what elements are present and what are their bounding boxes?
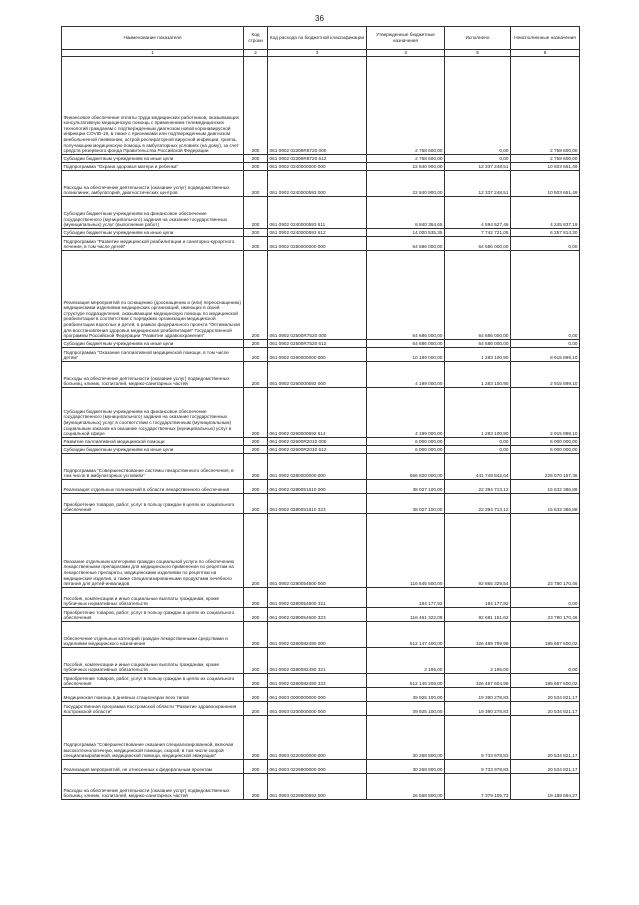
row-approved-cell: 64 686 000,00 bbox=[367, 237, 445, 251]
table-row bbox=[62, 171, 580, 197]
row-classification-cell: 061 0902 0240000593 612 bbox=[268, 229, 367, 237]
row-classification-cell: 061 0902 0280000000 000 bbox=[268, 454, 367, 480]
row-unexecuted-cell: 6 257 814,30 bbox=[511, 229, 580, 237]
row-unexecuted-cell: 185 657 600,02 bbox=[511, 622, 580, 648]
row-classification-cell: 061 0902 0260000592 614 bbox=[268, 388, 367, 438]
row-name-cell: Субсидии бюджетным учреждениям на иные цели bbox=[62, 229, 244, 237]
row-approved-cell: 4 199 000,00 bbox=[367, 362, 445, 388]
row-approved-cell: 6 000 000,00 bbox=[367, 446, 445, 454]
row-executed-cell: 19 390 278,83 bbox=[445, 688, 511, 702]
column-number-row bbox=[62, 50, 580, 57]
row-line-code-cell: 200 bbox=[244, 494, 268, 514]
row-unexecuted-cell: 0,00 bbox=[511, 251, 580, 340]
row-approved-cell: 116 645 500,00 bbox=[367, 514, 445, 588]
row-executed-cell: 19 390 278,83 bbox=[445, 702, 511, 716]
row-line-code-cell: 200 bbox=[244, 251, 268, 340]
row-unexecuted-cell: 8 915 899,10 bbox=[511, 348, 580, 362]
row-line-code-cell: 200 bbox=[244, 514, 268, 588]
table-row bbox=[62, 648, 580, 674]
row-unexecuted-cell: 6 000 000,00 bbox=[511, 438, 580, 446]
table-row bbox=[62, 774, 580, 800]
row-line-code-cell: 200 bbox=[244, 229, 268, 237]
row-classification-cell: 061 0903 0229900592 000 bbox=[268, 774, 367, 800]
column-number: 4 bbox=[367, 50, 445, 57]
row-line-code-cell: 200 bbox=[244, 438, 268, 446]
table-row bbox=[62, 438, 580, 446]
row-classification-cell: 061 0903 0229900000 000 bbox=[268, 760, 367, 774]
row-name-cell: Финансовое обеспечение оплаты труда медицинских работников, оказывающих консультативную медицинскую помощь с применением телемедицинских технологий гражданам с подтвержденным диагнозом новой коронавирусной инфекции COVID-19, в также с признаками или подтвержденным диагнозом внебольничной пневмонии, острой респираторной вирусной инфекции, гриппа, получающим медицинскую помощь в амбулаторных условиях (на дому), за счет средств резервного фонда Правительства Российской Федерации bbox=[62, 57, 244, 155]
row-name-cell: Субсидии бюджетным учреждениям на иные цели bbox=[62, 446, 244, 454]
row-executed-cell: 326 487 604,98 bbox=[445, 674, 511, 688]
row-classification-cell: 061 0902 0280054600 323 bbox=[268, 608, 367, 622]
row-name-cell: Медицинская помощь в дневных стационарах всех типов bbox=[62, 688, 244, 702]
row-executed-cell: 64 686 000,00 bbox=[445, 237, 511, 251]
row-classification-cell: 061 0902 02209R8720 000 bbox=[268, 57, 367, 155]
row-classification-cell: 061 0902 0260000592 000 bbox=[268, 362, 367, 388]
row-executed-cell: 92 865 329,54 bbox=[445, 514, 511, 588]
page-number: 36 bbox=[315, 14, 324, 23]
row-approved-cell: 22 840 900,00 bbox=[367, 171, 445, 197]
row-name-cell: Подпрограмма "Охрана здоровья матери и ребенка" bbox=[62, 163, 244, 171]
row-executed-cell: 22 394 713,12 bbox=[445, 480, 511, 494]
table-row bbox=[62, 229, 580, 237]
row-line-code-cell: 200 bbox=[244, 716, 268, 760]
row-unexecuted-cell: 23 780 170,46 bbox=[511, 608, 580, 622]
table-row bbox=[62, 514, 580, 588]
row-executed-cell: 2 195,00 bbox=[445, 648, 511, 674]
row-name-cell: Субсидии бюджетным учреждениям на финансовое обеспечение государственного (муниципального) задания на оказание государственных (муниципальных) услуг в соответствии с государственным (муниципальным) социальным заказом на оказание государственных (муниципальных) услуг в социальной сфере bbox=[62, 388, 244, 438]
row-approved-cell: 38 027 100,00 bbox=[367, 480, 445, 494]
row-name-cell: Оказание отдельным категориям граждан социальной услуги по обеспечению лекарственными препаратами для медицинского применения по рецептам на лекарственные препараты, медицинскими изделиями по рецептам на медицинские изделия, а также специализированными продуктами лечебного питания для детей-инвалидов bbox=[62, 514, 244, 588]
row-executed-cell: 1 283 100,90 bbox=[445, 362, 511, 388]
row-classification-cell: 061 0902 02500R7520 000 bbox=[268, 251, 367, 340]
row-name-cell: Пособия, компенсации и иные социальные выплаты гражданам, кроме публичных нормативных обязательств bbox=[62, 588, 244, 608]
row-executed-cell: 9 733 978,83 bbox=[445, 716, 511, 760]
row-approved-cell: 512 147 400,00 bbox=[367, 622, 445, 648]
row-unexecuted-cell: 185 657 600,02 bbox=[511, 674, 580, 688]
row-approved-cell: 2 195,00 bbox=[367, 648, 445, 674]
row-line-code-cell: 200 bbox=[244, 340, 268, 348]
row-unexecuted-cell: 19 189 694,27 bbox=[511, 774, 580, 800]
row-approved-cell: 30 268 800,00 bbox=[367, 760, 445, 774]
row-name-cell: Приобретение товаров, работ, услуг в пользу граждан в целях их социального обеспечения bbox=[62, 494, 244, 514]
table-row bbox=[62, 57, 580, 155]
row-line-code-cell: 200 bbox=[244, 155, 268, 163]
row-name-cell: Расходы на обеспечение деятельности (оказание услуг) подведомственных больниц, клиник, госпиталей, медико-санитарных частей bbox=[62, 362, 244, 388]
row-line-code-cell: 200 bbox=[244, 648, 268, 674]
row-approved-cell: 30 268 800,00 bbox=[367, 716, 445, 760]
row-unexecuted-cell: 20 534 821,17 bbox=[511, 688, 580, 702]
row-classification-cell: 061 0902 02600R2010 000 bbox=[268, 438, 367, 446]
row-executed-cell: 12 337 248,51 bbox=[445, 163, 511, 171]
table-row bbox=[62, 622, 580, 648]
row-approved-cell: 116 461 322,08 bbox=[367, 608, 445, 622]
row-classification-cell: 061 0902 0280054600 321 bbox=[268, 588, 367, 608]
row-unexecuted-cell: 15 632 386,88 bbox=[511, 494, 580, 514]
row-name-cell: Подпрограмма "Совершенствование системы лекарственного обеспечения, в том числе в амбулаторных условиях" bbox=[62, 454, 244, 480]
row-approved-cell: 666 820 000,00 bbox=[367, 454, 445, 480]
row-classification-cell: 061 0902 02600R2010 612 bbox=[268, 446, 367, 454]
row-classification-cell: 061 0902 0260000000 000 bbox=[268, 348, 367, 362]
row-name-cell: Подпрограмма "Развитие медицинской реабилитации и санаторно-курортного лечения, в том числе детей" bbox=[62, 237, 244, 251]
row-line-code-cell: 200 bbox=[244, 454, 268, 480]
row-classification-cell: 061 0903 0220000000 000 bbox=[268, 716, 367, 760]
row-executed-cell: 0,00 bbox=[445, 438, 511, 446]
column-number: 3 bbox=[268, 50, 367, 57]
row-name-cell: Подпрограмма "Совершенствование оказания специализированной, включая высокотехнологичную, медицинской помощи, скорой, в том числе скорой специализированной, медицинской помощи, медицинской эвакуации" bbox=[62, 716, 244, 760]
row-executed-cell: 1 283 100,90 bbox=[445, 348, 511, 362]
row-name-cell: Реализация отдельных полномочий в области лекарственного обеспечения bbox=[62, 480, 244, 494]
table-row bbox=[62, 588, 580, 608]
table-row bbox=[62, 480, 580, 494]
row-executed-cell: 326 489 799,98 bbox=[445, 622, 511, 648]
row-unexecuted-cell: 20 534 821,17 bbox=[511, 716, 580, 760]
row-unexecuted-cell: 20 534 821,17 bbox=[511, 702, 580, 716]
row-executed-cell: 184 177,92 bbox=[445, 588, 511, 608]
table-row bbox=[62, 362, 580, 388]
column-number: 2 bbox=[244, 50, 268, 57]
row-approved-cell: 64 686 000,00 bbox=[367, 251, 445, 340]
row-executed-cell: 1 283 100,90 bbox=[445, 388, 511, 438]
row-executed-cell: 64 686 000,00 bbox=[445, 251, 511, 340]
row-approved-cell: 14 000 535,35 bbox=[367, 229, 445, 237]
row-line-code-cell: 200 bbox=[244, 57, 268, 155]
table-row bbox=[62, 251, 580, 340]
row-line-code-cell: 200 bbox=[244, 674, 268, 688]
header-classification: Код расхода по бюджетной классификации bbox=[268, 27, 367, 50]
row-line-code-cell: 200 bbox=[244, 774, 268, 800]
row-line-code-cell: 200 bbox=[244, 362, 268, 388]
row-executed-cell: 0,00 bbox=[445, 446, 511, 454]
table-row bbox=[62, 155, 580, 163]
row-approved-cell: 22 840 900,00 bbox=[367, 163, 445, 171]
row-unexecuted-cell: 10 503 651,49 bbox=[511, 163, 580, 171]
row-line-code-cell: 200 bbox=[244, 688, 268, 702]
column-number: 1 bbox=[62, 50, 244, 57]
row-approved-cell: 10 199 000,00 bbox=[367, 348, 445, 362]
row-approved-cell: 39 925 100,00 bbox=[367, 688, 445, 702]
row-executed-cell: 92 681 151,62 bbox=[445, 608, 511, 622]
row-name-cell: Расходы на обеспечение деятельности (оказание услуг) подведомственных больниц, клиник, госпиталей, медико-санитарных частей bbox=[62, 774, 244, 800]
row-line-code-cell: 200 bbox=[244, 608, 268, 622]
table-row bbox=[62, 716, 580, 760]
row-unexecuted-cell: 23 780 170,46 bbox=[511, 514, 580, 588]
row-classification-cell: 061 0902 0280054600 000 bbox=[268, 514, 367, 588]
row-executed-cell: 4 594 527,46 bbox=[445, 197, 511, 229]
row-name-cell: Субсидии бюджетным учреждениям на иные цели bbox=[62, 340, 244, 348]
row-approved-cell: 2 758 600,00 bbox=[367, 57, 445, 155]
row-approved-cell: 39 925 100,00 bbox=[367, 702, 445, 716]
row-executed-cell: 22 394 713,12 bbox=[445, 494, 511, 514]
row-executed-cell: 7 742 721,05 bbox=[445, 229, 511, 237]
header-approved: Утвержденные бюджетные назначения bbox=[367, 27, 445, 50]
header-name: Наименование показателя bbox=[62, 27, 244, 50]
row-unexecuted-cell: 4 245 837,19 bbox=[511, 197, 580, 229]
row-name-cell: Государственная программа Костромской области "Развитие здравоохранения Костромской области" bbox=[62, 702, 244, 716]
row-executed-cell: 441 749 842,64 bbox=[445, 454, 511, 480]
table-row bbox=[62, 348, 580, 362]
row-unexecuted-cell: 2 915 899,10 bbox=[511, 362, 580, 388]
row-executed-cell: 7 379 105,73 bbox=[445, 774, 511, 800]
row-classification-cell: 061 0902 02500R7520 612 bbox=[268, 340, 367, 348]
row-name-cell: Реализация мероприятий, не отнесенных к федеральным проектам bbox=[62, 760, 244, 774]
row-line-code-cell: 200 bbox=[244, 237, 268, 251]
table-row bbox=[62, 702, 580, 716]
table-row bbox=[62, 197, 580, 229]
row-line-code-cell: 200 bbox=[244, 388, 268, 438]
row-name-cell: Реализация мероприятий по оснащению (дооснащению и (или) переоснащению) медицинскими изделиями медицинских организаций, имеющих в своей структуре подразделения, оказывающие медицинскую помощь по медицинской реабилитации в соответствии с порядками организации медицинской реабилитации взрослых и детей, в рамках федерального проекта "Оптимальная для восстановления здоровья медицинская реабилитация" Государственной программы Российской Федерации "Развитие здравоохранения" bbox=[62, 251, 244, 340]
row-line-code-cell: 200 bbox=[244, 622, 268, 648]
row-approved-cell: 6 000 000,00 bbox=[367, 438, 445, 446]
row-unexecuted-cell: 2 758 600,00 bbox=[511, 155, 580, 163]
row-executed-cell: 0,00 bbox=[445, 155, 511, 163]
row-name-cell: Приобретение товаров, работ, услуг в пользу граждан в целях их социального обеспечения bbox=[62, 608, 244, 622]
row-approved-cell: 8 840 364,65 bbox=[367, 197, 445, 229]
row-classification-cell: 061 0903 0000000000 000 bbox=[268, 688, 367, 702]
row-executed-cell: 9 733 978,83 bbox=[445, 760, 511, 774]
row-name-cell: Пособия, компенсации и иные социальные выплаты гражданам, кроме публичных нормативных обязательств bbox=[62, 648, 244, 674]
table-row bbox=[62, 163, 580, 171]
row-classification-cell: 061 0902 0280082490 323 bbox=[268, 674, 367, 688]
row-unexecuted-cell: 0,00 bbox=[511, 237, 580, 251]
row-approved-cell: 512 145 205,00 bbox=[367, 674, 445, 688]
row-classification-cell: 061 0902 0250000000 000 bbox=[268, 237, 367, 251]
row-name-cell: Приобретение товаров, работ, услуг в пользу граждан в целях их социального обеспечения bbox=[62, 674, 244, 688]
table-row bbox=[62, 388, 580, 438]
row-line-code-cell: 200 bbox=[244, 588, 268, 608]
header-unexecuted: Неисполненные назначения bbox=[511, 27, 580, 50]
row-approved-cell: 64 686 000,00 bbox=[367, 340, 445, 348]
table-row bbox=[62, 760, 580, 774]
table-row bbox=[62, 454, 580, 480]
row-classification-cell: 061 0902 0280051610 323 bbox=[268, 494, 367, 514]
table-row bbox=[62, 446, 580, 454]
header-line-code: Код строки bbox=[244, 27, 268, 50]
table-row bbox=[62, 494, 580, 514]
row-line-code-cell: 200 bbox=[244, 197, 268, 229]
row-unexecuted-cell: 20 534 821,17 bbox=[511, 760, 580, 774]
row-executed-cell: 0,00 bbox=[445, 57, 511, 155]
row-unexecuted-cell: 0,00 bbox=[511, 588, 580, 608]
row-name-cell: Субсидии бюджетным учреждениям на иные цели bbox=[62, 155, 244, 163]
row-approved-cell: 184 177,92 bbox=[367, 588, 445, 608]
row-line-code-cell: 200 bbox=[244, 446, 268, 454]
row-classification-cell: 061 0902 0240000593 000 bbox=[268, 171, 367, 197]
row-name-cell: Обеспечение отдельных категорий граждан лекарственными средствами и изделиями медицинского назначения bbox=[62, 622, 244, 648]
table-row bbox=[62, 674, 580, 688]
row-line-code-cell: 200 bbox=[244, 702, 268, 716]
row-line-code-cell: 200 bbox=[244, 480, 268, 494]
row-unexecuted-cell: 0,00 bbox=[511, 340, 580, 348]
row-line-code-cell: 200 bbox=[244, 171, 268, 197]
row-classification-cell: 061 0902 0240000593 611 bbox=[268, 197, 367, 229]
column-number: 6 bbox=[511, 50, 580, 57]
row-unexecuted-cell: 2 758 600,00 bbox=[511, 57, 580, 155]
row-classification-cell: 061 0902 02209R8720 612 bbox=[268, 155, 367, 163]
table-row bbox=[62, 340, 580, 348]
row-classification-cell: 061 0902 0240000000 000 bbox=[268, 163, 367, 171]
row-classification-cell: 061 0902 0280082490 000 bbox=[268, 622, 367, 648]
row-unexecuted-cell: 225 070 157,36 bbox=[511, 454, 580, 480]
row-unexecuted-cell: 15 632 386,88 bbox=[511, 480, 580, 494]
row-name-cell: Подпрограмма "Оказание паллиативной медицинской помощи, в том числе детям" bbox=[62, 348, 244, 362]
row-line-code-cell: 200 bbox=[244, 760, 268, 774]
table-row bbox=[62, 237, 580, 251]
table-body bbox=[62, 57, 580, 800]
row-unexecuted-cell: 6 000 000,00 bbox=[511, 446, 580, 454]
row-executed-cell: 12 337 248,51 bbox=[445, 171, 511, 197]
row-unexecuted-cell: 10 503 651,49 bbox=[511, 171, 580, 197]
row-approved-cell: 26 568 800,00 bbox=[367, 774, 445, 800]
row-name-cell: Расходы на обеспечение деятельности (оказание услуг) подведомственных поликлиник, амбулаторий, диагностических центров bbox=[62, 171, 244, 197]
row-approved-cell: 2 758 600,00 bbox=[367, 155, 445, 163]
row-approved-cell: 38 027 100,00 bbox=[367, 494, 445, 514]
budget-report-table bbox=[61, 26, 580, 800]
row-line-code-cell: 200 bbox=[244, 348, 268, 362]
row-executed-cell: 64 686 000,00 bbox=[445, 340, 511, 348]
header-executed: Исполнено bbox=[445, 27, 511, 50]
row-classification-cell: 061 0903 0200000000 000 bbox=[268, 702, 367, 716]
row-unexecuted-cell: 0,00 bbox=[511, 648, 580, 674]
row-name-cell: Субсидии бюджетным учреждениям на финансовое обеспечение государственного (муниципального) задания на оказание государственных (муниципальных) услуг (выполнение работ) bbox=[62, 197, 244, 229]
row-unexecuted-cell: 2 915 899,10 bbox=[511, 388, 580, 438]
table-row bbox=[62, 608, 580, 622]
row-classification-cell: 061 0902 0280082490 321 bbox=[268, 648, 367, 674]
row-name-cell: Развитие паллиативной медицинской помощи bbox=[62, 438, 244, 446]
row-line-code-cell: 200 bbox=[244, 163, 268, 171]
row-approved-cell: 4 199 000,00 bbox=[367, 388, 445, 438]
table-row bbox=[62, 688, 580, 702]
column-number: 5 bbox=[445, 50, 511, 57]
header-row bbox=[62, 27, 580, 50]
row-classification-cell: 061 0902 0280051610 000 bbox=[268, 480, 367, 494]
